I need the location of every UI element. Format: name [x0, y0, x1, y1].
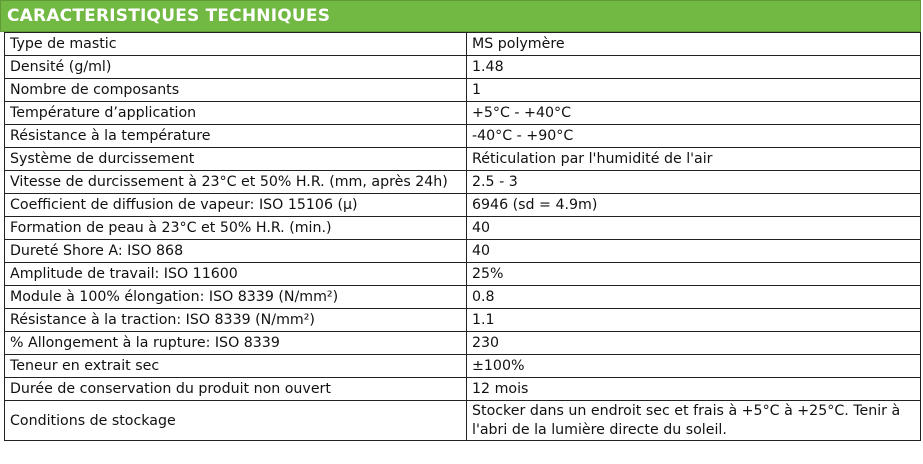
spec-label: Vitesse de durcissement à 23°C et 50% H.R. (mm, après 24h): [5, 171, 467, 194]
table-row: [5, 286, 921, 309]
table-row: [5, 217, 921, 240]
table-row: [5, 102, 921, 125]
table-row: [5, 33, 921, 56]
spec-value: 2.5 - 3: [467, 171, 921, 194]
spec-label: Système de durcissement: [5, 148, 467, 171]
table-row: [5, 240, 921, 263]
table-row: [5, 332, 921, 355]
spec-value: 12 mois: [467, 378, 921, 401]
spec-value: Réticulation par l'humidité de l'air: [467, 148, 921, 171]
spec-value: 1.1: [467, 309, 921, 332]
spec-label: Module à 100% élongation: ISO 8339 (N/mm²): [5, 286, 467, 309]
spec-label: Type de mastic: [5, 33, 467, 56]
spec-label: Teneur en extrait sec: [5, 355, 467, 378]
spec-value: ±100%: [467, 355, 921, 378]
spec-label: Amplitude de travail: ISO 11600: [5, 263, 467, 286]
table-row: [5, 148, 921, 171]
spec-label: Durée de conservation du produit non ouvert: [5, 378, 467, 401]
spec-value: MS polymère: [467, 33, 921, 56]
spec-value: 40: [467, 240, 921, 263]
spec-value: 230: [467, 332, 921, 355]
spec-value: Stocker dans un endroit sec et frais à +5°C à +25°C. Tenir à l'abri de la lumière directe du soleil.: [467, 401, 921, 441]
table-row: [5, 263, 921, 286]
spec-value: 6946 (sd = 4.9m): [467, 194, 921, 217]
table-row: [5, 171, 921, 194]
spec-value: +5°C - +40°C: [467, 102, 921, 125]
spec-value: 25%: [467, 263, 921, 286]
spec-value: 0.8: [467, 286, 921, 309]
table-row: [5, 125, 921, 148]
spec-value: 1: [467, 79, 921, 102]
spec-label: Résistance à la température: [5, 125, 467, 148]
table-row: [5, 401, 921, 441]
spec-label: Résistance à la traction: ISO 8339 (N/mm²): [5, 309, 467, 332]
spec-label: Dureté Shore A: ISO 868: [5, 240, 467, 263]
spec-value: -40°C - +90°C: [467, 125, 921, 148]
table-row: [5, 79, 921, 102]
table-row: [5, 378, 921, 401]
spec-value: 1.48: [467, 56, 921, 79]
spec-value: 40: [467, 217, 921, 240]
spec-table: [4, 32, 921, 441]
table-row: [5, 309, 921, 332]
table-row: [5, 194, 921, 217]
spec-label: Conditions de stockage: [5, 401, 467, 441]
table-row: [5, 56, 921, 79]
section-title-banner: CARACTERISTIQUES TECHNIQUES: [0, 0, 921, 32]
table-row: [5, 355, 921, 378]
spec-label: % Allongement à la rupture: ISO 8339: [5, 332, 467, 355]
spec-label: Nombre de composants: [5, 79, 467, 102]
spec-label: Formation de peau à 23°C et 50% H.R. (min.): [5, 217, 467, 240]
spec-label: Coefficient de diffusion de vapeur: ISO 15106 (µ): [5, 194, 467, 217]
spec-label: Température d’application: [5, 102, 467, 125]
spec-label: Densité (g/ml): [5, 56, 467, 79]
